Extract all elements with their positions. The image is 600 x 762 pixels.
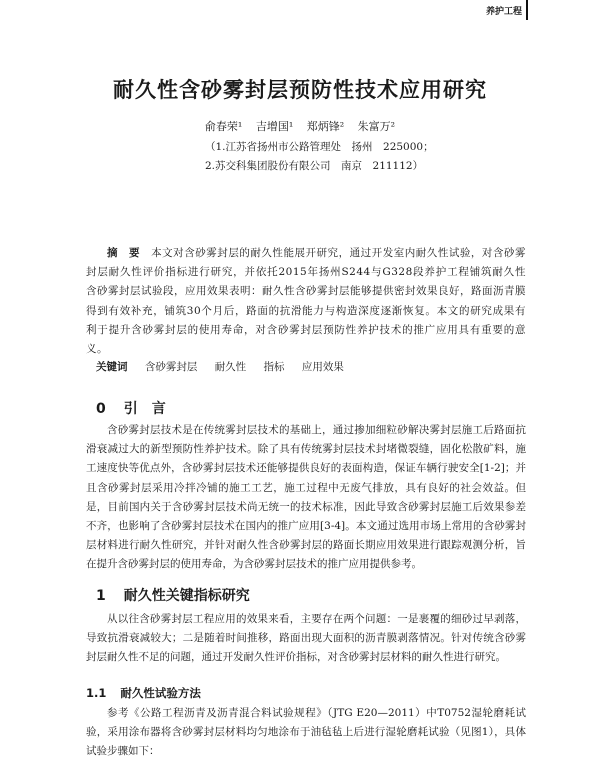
author: 俞春荣¹ <box>204 120 243 133</box>
header-rule <box>526 0 528 20</box>
author: 郑炳锋² <box>306 120 345 133</box>
subsection-heading-test-method <box>86 685 201 701</box>
keywords-label: 关键词 <box>96 361 128 373</box>
author: 朱富万² <box>357 120 396 133</box>
section-heading-durability-indices <box>96 585 250 605</box>
running-head: 养护工程 <box>485 7 522 17</box>
section-heading-introduction <box>96 398 166 418</box>
keyword: 耐久性 <box>214 361 247 373</box>
section1-paragraph: 从以往含砂雾封层工程应用的效果来看，主要存在两个问题：一是裹覆的细砂过早剥落，导致抗滑衰减较大；二是随着时间推移，路面出现大面积的沥青膜剥落情况。针对传统含砂雾封层耐久性不足的问题，通过开发耐久性评价指标，对含砂雾封层材料的耐久性进行研究。 <box>86 613 526 664</box>
keyword: 指标 <box>263 361 285 373</box>
section-title: 引 言 <box>123 401 166 417</box>
subsection-number: 1.1 <box>86 686 107 700</box>
author-list <box>0 118 600 134</box>
abstract-label: 摘 要 <box>107 247 141 259</box>
section-number: 0 <box>96 401 106 417</box>
subsection-paragraph: 参考《公路工程沥青及沥青混合料试验规程》（JTG E20—2011）中T0752湿轮磨耗试验，采用涂布器将含砂雾封层材料均匀地涂布于油毡毡上后进行湿轮磨耗试验（见图1），具体试验步骤如下： <box>86 707 526 758</box>
section-number: 1 <box>96 588 106 604</box>
affiliation: 2.苏交科集团股份有限公司 南京 211112） <box>205 160 424 172</box>
subsection-title: 耐久性试验方法 <box>120 686 201 700</box>
keyword: 应用效果 <box>301 361 344 373</box>
affiliation: （1.江苏省扬州市公路管理处 扬州 225000； <box>205 141 434 153</box>
paper-title: 耐久性含砂雾封层预防性技术应用研究 <box>113 78 487 102</box>
author: 吉增国¹ <box>255 120 294 133</box>
section-title: 耐久性关键指标研究 <box>123 588 250 604</box>
keywords <box>96 359 344 374</box>
introduction-paragraph: 含砂雾封层技术是在传统雾封层技术的基础上，通过掺加细粒砂解决雾封层施工后路面抗滑衰减过大的新型预防性养护技术。除了具有传统雾封层技术封堵微裂缝，固化松散矿料，施工速度快等优点外，含砂雾封层技术还能够提供良好的表面构造，保证车辆行驶安全[1-2]；并且含砂雾封层采用冷拌冷铺的施工工艺，施工过程中无废气排放，具有良好的社会效益。但是，目前国内关于含砂雾封层技术尚无统一的技术标准，因此导致含砂雾封层施工后效果参差不齐，也影响了含砂雾封层技术在国内的推广应用[3-4]。本文通过选用市场上常用的含砂雾封层材料进行耐久性研究，并针对耐久性含砂雾封层的路面长期应用效果进行跟踪观测分析，旨在提升含砂雾封层的使用寿命，为含砂雾封层技术的推广应用提供参考。 <box>86 424 526 571</box>
abstract <box>86 244 526 359</box>
keyword: 含砂雾封层 <box>144 361 198 373</box>
abstract-text: 本文对含砂雾封层的耐久性能展开研究，通过开发室内耐久性试验，对含砂雾封层耐久性评价指标进行研究，并依托2015年扬州S244与G328段养护工程铺筑耐久性含砂雾封层试验段，应用效果表明：耐久性含砂雾封层能够提供密封效果良好，路面沥青膜得到有效补充，铺筑30个月后，路面的抗滑能力与构造深度逐渐恢复。本文的研究成果有利于提升含砂雾封层的使用寿命，对含砂雾封层预防性养护技术的推广应用具有重要的意义。 <box>86 247 527 356</box>
